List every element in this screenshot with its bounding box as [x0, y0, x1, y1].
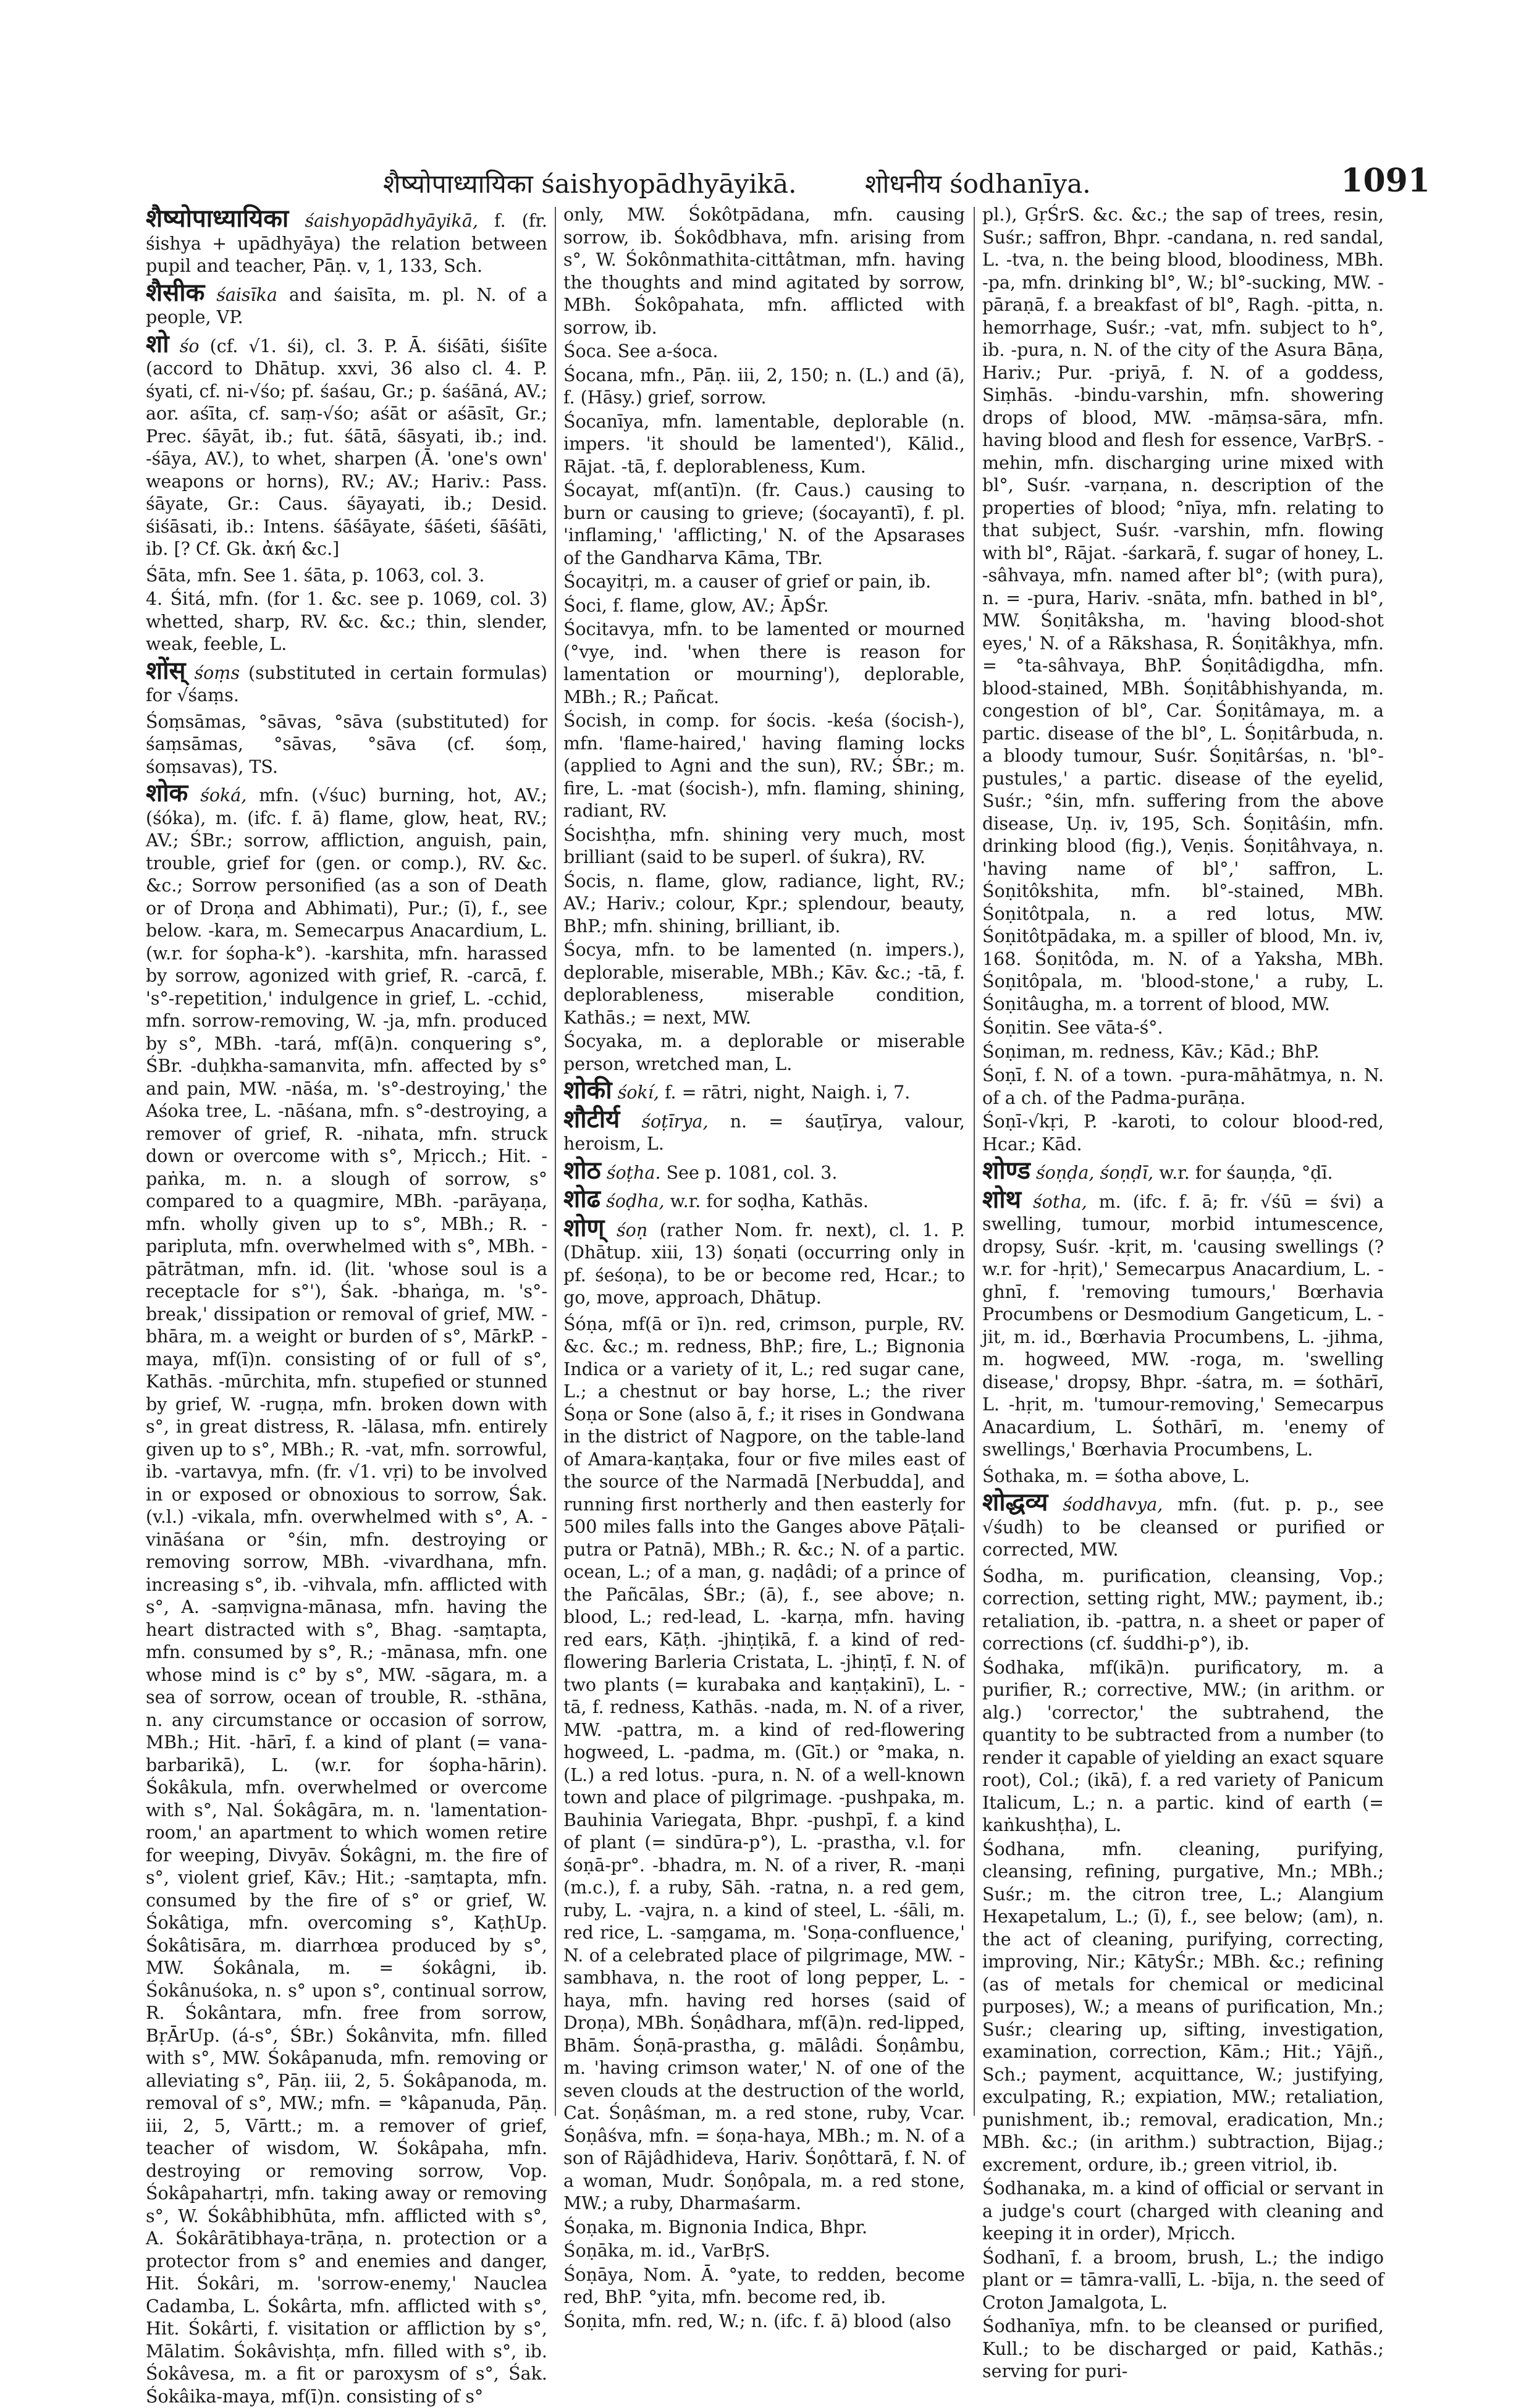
dictionary-entry — [982, 1838, 1384, 2177]
entry-definition: Śoca. See a-śoca. — [563, 341, 718, 361]
devanagari-headword: शोण्ड — [982, 1156, 1030, 1185]
dictionary-entry — [563, 1104, 965, 1156]
devanagari-headword: शैसीक — [146, 277, 205, 307]
devanagari-headword: शोढ — [563, 1184, 601, 1213]
transliterated-headword: śokí, — [617, 1082, 659, 1103]
dictionary-entry — [563, 870, 965, 938]
transliterated-headword: śoká, — [200, 785, 247, 806]
devanagari-headword: शो — [146, 329, 169, 358]
entry-definition: Śocanīya, mfn. lamentable, deplorable (n. impers. 'it should be lamented'), Kālid., Rājat. -tā, f. deplorableness, Kum. — [563, 411, 965, 477]
dictionary-entry — [982, 204, 1384, 1016]
entry-definition: f. = rātri, night, Naigh. i, 7. — [665, 1082, 911, 1103]
entry-definition: Śoṇaka, m. Bignonia Indica, Bhpr. — [563, 2216, 868, 2238]
entry-definition: m. (ifc. f. ā; fr. √śū = śvi) a swelling, tumour, morbid intumescence, dropsy, Suśr. -kṛit, m. 'causing swellings (? w.r. for -hṛit),' Semecarpus Anacardium, L. -ghnī, f. 'removing tumours,' Bœrhavia Procumbens or Desmodium Gangeticum, L. -jit, m. id., Bœrhavia Procumbens, L. -jihma, m. hogweed, MW. -roga, m. 'swelling disease,' dropsy, Bhpr. -śatra, m. = śothārī, L. -hṛit, m. 'tumour-removing,' Semecarpus Anacardium, L. Śothārī, m. 'enemy of swellings,' Bœrhavia Procumbens, L. — [982, 1191, 1384, 1460]
transliterated-headword: śotha, — [1033, 1191, 1087, 1212]
dictionary-entry — [563, 2264, 965, 2309]
page-number: 1091 — [1341, 162, 1430, 200]
entry-definition: Śoci, f. flame, glow, AV.; ĀpŚr. — [563, 595, 829, 616]
dictionary-entry — [563, 1184, 965, 1213]
entry-definition: Śocana, mfn., Pāṇ. iii, 2, 150; n. (L.) and (ā), f. (Hāsy.) grief, sorrow. — [563, 364, 965, 408]
entry-definition: only, MW. Śokôtpādana, mfn. causing sorrow, ib. Śokôdbhava, mfn. arising from s°, W. Śokônmathita-cittâtman, mfn. having the thoughts and mind agitated by sorrow, MBh. Śokôpahata, mfn. afflicted with sorrow, ib. — [563, 204, 965, 338]
dictionary-entry — [146, 655, 547, 707]
column-1 — [146, 204, 548, 2407]
dictionary-entry — [982, 1488, 1384, 1562]
dictionary-entry — [563, 411, 965, 479]
transliterated-headword: śoddhavya, — [1063, 1494, 1163, 1515]
entry-definition: Śoṃsāmas, °sāvas, °sāva (substituted) for śaṃsāmas, °sāvas, °sāva (cf. śoṃ, śoṃsavas), TS. — [146, 711, 547, 777]
entry-definition: Śoṇitin. See vāta-ś°. — [982, 1017, 1163, 1038]
column-rule — [974, 207, 975, 2116]
entry-definition: Śāta, mfn. See 1. śāta, p. 1063, col. 3. — [146, 565, 485, 586]
devanagari-headword: शोंस् — [146, 655, 186, 685]
entry-definition: Śocishṭha, mfn. shining very much, most brilliant (said to be superl. of śukra), RV. — [563, 824, 965, 867]
dictionary-entry — [982, 1041, 1384, 1064]
devanagari-headword: शोक — [146, 778, 188, 807]
entry-definition: Śodhanī, f. a broom, brush, L.; the indigo plant or = tāmra-vallī, L. -bīja, n. the seed of Croton Jamalgota, L. — [982, 2247, 1384, 2313]
dictionary-entry — [563, 710, 965, 823]
dictionary-entry — [563, 340, 965, 363]
entry-definition: (substituted in certain formulas) for √śaṃs. — [146, 662, 547, 705]
entry-definition: (rather Nom. fr. next), cl. 1. P. (Dhātup. xiii, 13) śoṇati (occurring only in pf. śeśoṇa), to be or become red, Hcar.; to go, move, approach, Dhātup. — [563, 1219, 965, 1308]
entry-definition: Śoṇī, f. N. of a town. -pura-māhātmya, n. N. of a ch. of the Padma-purāṇa. — [982, 1065, 1384, 1108]
entry-definition: Śocish, in comp. for śocis. -keśa (śocish-), mfn. 'flame-haired,' having flaming locks (applied to Agni and the sun), RV.; ŚBr.; m. fire, L. -mat (śocish-), mfn. flaming, shining, radiant, RV. — [563, 710, 965, 821]
transliterated-headword: śoṭīrya, — [641, 1111, 709, 1132]
entry-definition: Śodhana, mfn. cleaning, purifying, cleansing, refining, purgative, Mn.; MBh.; Suśr.; m. the citron tree, L.; Alangium Hexapetalum, L.; (ī), f., see below; (am), n. the act of cleaning, purifying, correcting, improving, Nir.; KātyŚr.; MBh. &c.; refining (as of metals for chemical or medicinal purposes), W.; a means of purification, Mn.; Suśr.; clearing up, sifting, investigation, examination, correction, Kām.; Hit.; Yājñ., Sch.; payment, acquittance, W.; justifying, exculpating, R.; expiation, MW.; retaliation, punishment, ib.; removal, eradication, Mn.; MBh. &c.; (in arithm.) subtraction, Bijag.; excrement, ordure, ib.; green vitriol, ib. — [982, 1838, 1384, 2175]
dictionary-entry — [563, 2240, 965, 2263]
entry-definition: mfn. (√śuc) burning, hot, AV.; (śóka), m. (ifc. f. ā) flame, glow, heat, RV.; AV.; ŚBr.; sorrow, affliction, anguish, pain, trouble, grief for (gen. or comp.), RV. &c. &c.; Sorrow personified (as a son of Death or of Droṇa and Abhimati), Pur.; (ī), f., see below. -kara, m. Semecarpus Anacardium, L. (w.r. for śopha-k°). -karshita, mfn. harassed by sorrow, agonized with grief, R. -carcā, f. 's°-repetition,' indulgence in grief, L. -cchid, mfn. sorrow-removing, W. -ja, mfn. produced by s°, MBh. -tará, mf(ā)n. conquering s°, ŚBr. -duḥkha-samanvita, mfn. affected by s° and pain, MW. -nāśa, m. 's°-destroying,' the Aśoka tree, L. -nāśana, mfn. s°-destroying, a remover of grief, R. -nihata, mfn. struck down or overcome with s°, Mṛicch.; Hit. -paṅka, m. n. a slough of sorrow, s° compared to a quagmire, MBh. -parāyaṇa, mfn. wholly given up to s°, MBh.; R. -paripluta, mfn. overwhelmed with s°, MBh. -pātrātman, mfn. id. (lit. 'whose soul is a receptacle for s°'), Śak. -bhaṅga, m. 's°-break,' dissipation or removal of grief, MW. -bhāra, m. a weight or burden of s°, MārkP. -maya, mf(ī)n. consisting of or full of s°, Kathās. -mūrchita, mfn. stupefied or stunned by grief, W. -rugṇa, mfn. broken down with s°, in great distress, R. -lālasa, mfn. entirely given up to s°, MBh.; R. -vat, mfn. sorrowful, ib. -vartavya, mfn. (fr. √1. vṛi) to be involved in or exposed or obnoxious to sorrow, Śak. (v.l.) -vikala, mfn. overwhelmed with s°, A. -vināśana or °śin, mfn. destroying or removing sorrow, MBh. -vivardhana, mfn. increasing s°, ib. -vihvala, mfn. afflicted with s°, A. -saṃvigna-mānasa, mfn. having the heart distracted with s°, Bhag. -saṃtapta, mfn. consumed by s°, R.; -mānasa, mfn. one whose mind is c° by s°, MW. -sāgara, m. a sea of sorrow, ocean of trouble, R. -sthāna, n. any circumstance or occasion of sorrow, MBh.; Hit. -hārī, f. a kind of plant (= vana-barbarikā), L. (w.r. for śopha-hārin). Śokâkula, mfn. overwhelmed or overcome with s°, Nal. Śokâgāra, m. n. 'lamentation-room,' an apartment to which women retire for weeping, Divyāv. Śokâgni, m. the fire of s°, violent grief, Kāv.; Hit.; -saṃtapta, mfn. consumed by the fire of s° or grief, W. Śokâtiga, mfn. overcoming s°, KaṭhUp. Śokâtisāra, m. diarrhœa produced by s°, MW. Śokânala, m. = śokâgni, ib. Śokânuśoka, n. s° upon s°, continual sorrow, R. Śokântara, mfn. free from sorrow, BṛĀrUp. (á-s°, ŚBr.) Śokânvita, mfn. filled with s°, MW. Śokâpanuda, mfn. removing or alleviating s°, Pāṇ. iii, 2, 5. Śokâpanoda, m. removal of s°, MW.; mfn. = °kâpanuda, Pāṇ. iii, 2, 5, Vārtt.; m. a remover of grief, teacher of wisdom, W. Śokâpaha, mfn. destroying or removing sorrow, Vop. Śokâpahartṛi, mfn. taking away or removing s°, W. Śokâbhibhūta, mfn. afflicted with s°, A. Śokârātibhaya-trāṇa, n. protection or a protector from s° and enemies and danger, Hit. Śokâri, m. 'sorrow-enemy,' Nauclea Cadamba, L. Śokârta, mfn. afflicted with s°, Hit. Śokârti, f. visitation or affliction by s°, Mālatim. Śokâvishṭa, mfn. filled with s°, ib. Śokâvesa, m. a fit or paroxysm of s°, Śak. Śokâika-maya, mf(ī)n. consisting of s° — [146, 785, 548, 2407]
transliterated-headword: śoṇḍa, śoṇḍī, — [1036, 1163, 1154, 1183]
dictionary-entry — [146, 277, 547, 329]
dictionary-entry — [563, 939, 965, 1029]
dictionary-entry — [563, 1030, 965, 1076]
entry-definition: mfn. (fut. p. p., see √śudh) to be cleansed or purified or corrected, MW. — [982, 1494, 1384, 1560]
devanagari-headword: शोकी — [563, 1076, 612, 1105]
entry-definition: Śoṇāka, m. id., VarBṛS. — [563, 2241, 770, 2261]
dictionary-entry — [146, 565, 547, 587]
dictionary-entry — [563, 824, 965, 869]
dictionary-entry — [982, 2247, 1384, 2315]
header-right-headword: शोधनीय śodhanīya. — [865, 169, 1091, 199]
entry-definition: Śodhaka, mf(ikā)n. purificatory, m. a purifier, R.; corrective, MW.; (in arithm. or alg.) 'corrector,' the subtrahend, the quantity to be subtracted from a number (to render it capable of yielding an exact square root), Col.; (ikā), f. a red variety of Panicum Italicum, L.; n. a partic. kind of earth (= kaṅkushṭha), L. — [982, 1657, 1384, 1835]
dictionary-entry — [563, 2216, 965, 2239]
entry-definition: Śoṇī-√kṛi, P. -karoti, to colour blood-red, Hcar.; Kād. — [982, 1111, 1384, 1155]
entry-definition: Śoṇiman, m. redness, Kāv.; Kād.; BhP. — [982, 1041, 1320, 1062]
dictionary-entry — [563, 364, 965, 410]
entry-definition: Śocayat, mf(antī)n. (fr. Caus.) causing to burn or causing to grieve; (śocayantī), f. pl. 'inflaming,' 'afflicting,' N. of the Apsarases of the Gandharva Kāma, TBr. — [563, 480, 965, 568]
entry-definition: w.r. for śauṇḍa, °ḍī. — [1159, 1163, 1333, 1183]
dictionary-entry — [982, 1657, 1384, 1837]
entry-definition: w.r. for soḍha, Kathās. — [670, 1191, 869, 1211]
devanagari-headword: शोद्धव्य — [982, 1488, 1048, 1517]
transliterated-headword: śoṃs — [194, 662, 240, 683]
transliterated-headword: śoḍha, — [606, 1191, 665, 1211]
dictionary-entry — [982, 1465, 1384, 1488]
transliterated-headword: śoṭha. — [606, 1162, 661, 1183]
header-left-headword: शैष्योपाध्यायिका śaishyopādhyāyikā. — [383, 169, 797, 199]
transliterated-headword: śo — [179, 335, 200, 356]
entry-definition: (cf. √1. śi), cl. 3. P. Ā. śiśāti, śiśīte (accord to Dhātup. xxvi, 36 also cl. 4. P. śyati, cf. ni-√śo; pf. śaśau, Gr.; p. śaśāná, AV.; aor. aśīta, cf. saṃ-√śo; aśāt or aśāsīt, Gr.; Prec. śāyāt, ib.; fut. śātā, śāsyati, ib.; ind. -śāya, AV.), to whet, sharpen (Ā. 'one's own' weapons or horns), RV.; AV.; Hariv.: Pass. śāyate, Gr.: Caus. śāyayati, ib.; Desid. śiśāsati, ib.: Intens. śāśāyate, śāśeti, śāśāti, ib. [? Cf. Gk. ἀκή &c.] — [146, 335, 548, 559]
devanagari-headword: शैष्योपाध्यायिका — [146, 204, 289, 233]
devanagari-headword: शोथ — [982, 1184, 1022, 1214]
entry-definition: Śodha, m. purification, cleansing, Vop.; correction, setting right, MW.; payment, ib.; retaliation, ib. -pattra, n. a sheet or paper of corrections (cf. śuddhi-p°), ib. — [982, 1565, 1384, 1654]
entry-definition: 4. Śitá, mfn. (for 1. &c. see p. 1069, col. 3) whetted, sharp, RV. &c. &c.; thin, slender, weak, feeble, L. — [146, 589, 547, 654]
dictionary-entry — [982, 1184, 1384, 1462]
dictionary-entry — [146, 778, 548, 2408]
transliterated-headword: śaishyopādhyāyikā, — [305, 211, 478, 231]
dictionary-entry — [146, 711, 547, 779]
entry-definition: n. = śauṭīrya, valour, heroism, L. — [563, 1111, 965, 1154]
dictionary-entry — [982, 2178, 1384, 2246]
entry-definition: Śocitavya, mfn. to be lamented or mourned (°vye, ind. 'when there is reason for lamentation or mourning'), deplorable, MBh.; R.; Pañcat. — [563, 619, 965, 707]
transliterated-headword: śoṇ — [617, 1219, 648, 1240]
entry-definition: See p. 1081, col. 3. — [666, 1162, 838, 1183]
dictionary-entry — [563, 1076, 965, 1105]
dictionary-entry — [563, 2310, 965, 2333]
dictionary-entry — [982, 1017, 1384, 1040]
dictionary-entry — [563, 204, 965, 339]
transliterated-headword: śaisīka — [216, 284, 277, 305]
devanagari-headword: शोठ — [563, 1155, 601, 1185]
dictionary-entry — [563, 618, 965, 709]
dictionary-entry — [563, 1155, 965, 1185]
entry-definition: Śocyaka, m. a deplorable or miserable person, wretched man, L. — [563, 1031, 965, 1074]
devanagari-headword: शौटीर्य — [563, 1104, 620, 1134]
entry-definition: Śoṇita, mfn. red, W.; n. (ifc. f. ā) blood (also — [563, 2310, 951, 2331]
dictionary-entry — [146, 588, 547, 656]
dictionary-entry — [982, 1565, 1384, 1656]
column-2 — [563, 204, 965, 2331]
dictionary-entry — [563, 595, 965, 618]
dictionary-entry — [146, 329, 548, 561]
dictionary-entry — [563, 571, 965, 594]
entry-definition: Śocis, n. flame, glow, radiance, light, RV.; AV.; Hariv.; colour, Kpr.; splendour, beauty, BhP.; mfn. shining, brilliant, ib. — [563, 870, 965, 937]
entry-definition: Śothaka, m. = śotha above, L. — [982, 1465, 1250, 1486]
entry-definition: Śoṇāya, Nom. Ā. °yate, to redden, become red, BhP. °yita, mfn. become red, ib. — [563, 2264, 965, 2307]
entry-definition: f. (fr. śishya + upādhyāya) the relation between pupil and teacher, Pāṇ. v, 1, 133, Sch. — [146, 211, 547, 276]
entry-definition: Śocayitṛi, m. a causer of grief or pain, ib. — [563, 571, 932, 592]
dictionary-entry — [563, 479, 965, 570]
devanagari-headword: शोण् — [563, 1213, 605, 1242]
entry-definition: pl.), GṛŚrS. &c. &c.; the sap of trees, resin, Suśr.; saffron, Bhpr. -candana, n. red sandal, L. -tva, n. the being blood, bloodiness, MBh. -pa, mfn. drinking bl°, W.; bl°-sucking, MW. -pāraṇā, f. a breakfast of bl°, Ragh. -pitta, n. hemorrhage, Suśr.; -vat, mfn. subject to h°, ib. -pura, n. N. of the city of the Asura Bāṇa, Hariv.; Pur. -priyā, f. N. of a goddess, Siṃhās. -bindu-varshin, mfn. showering drops of blood, MW. -māṃsa-sāra, mfn. having blood and flesh for essence, VarBṛS. -mehin, mfn. discharging urine mixed with bl°, Suśr. -varṇana, n. description of the properties of blood; °nīya, mfn. relating to that subject, Suśr. -varshin, mfn. flowing with bl°, Rājat. -śarkarā, f. sugar of honey, L. -sâhvaya, mfn. named after bl°; (with pura), n. = -pura, Hariv. -snāta, mfn. bathed in bl°, MW. Śoṇitâksha, m. 'having blood-shot eyes,' N. of a Rākshasa, R. Śoṇitâkhya, mfn. = °ta-sâhvaya, BhP. Śoṇitâdigdha, mfn. blood-stained, MBh. Śoṇitâbhishyanda, m. congestion of bl°, Car. Śoṇitâmaya, m. a partic. disease of the bl°, L. Śoṇitârbuda, n. a bloody tumour, Suśr. Śoṇitârśas, n. 'bl°-pustules,' a partic. disease of the eyelid, Suśr.; °śin, mfn. suffering from the above disease, Uṇ. iv, 195, Sch. Śoṇitâśin, mfn. drinking blood (fig.), Veṇis. Śoṇitâhvaya, n. 'having name of bl°,' saffron, L. Śoṇitôkshita, mfn. bl°-stained, MBh. Śoṇitôtpala, n. a red lotus, MW. Śoṇitôtpādaka, m. a spiller of blood, Mn. iv, 168. Śoṇitôda, m. N. of a Yaksha, MBh. Śoṇitôpala, m. 'blood-stone,' a ruby, L. Śoṇitâugha, m. a torrent of blood, MW. — [982, 204, 1384, 1014]
entry-definition: and śaisīta, m. pl. N. of a people, VP. — [146, 284, 547, 327]
column-3 — [982, 204, 1384, 2381]
dictionary-entry — [982, 2315, 1384, 2383]
entry-definition: Śodhanaka, m. a kind of official or servant in a judge's court (charged with cleaning and keeping it in order), Mṛicch. — [982, 2178, 1384, 2244]
entry-definition: Śocya, mfn. to be lamented (n. impers.), deplorable, miserable, MBh.; Kāv. &c.; -tā, f. deplorableness, miserable condition, Kathās.; = next, MW. — [563, 940, 965, 1028]
dictionary-entry — [146, 204, 547, 278]
dictionary-entry — [563, 1213, 965, 1310]
entry-definition: Śodhanīya, mfn. to be cleansed or purified, Kull.; to be discharged or paid, Kathās.; serving for puri- — [982, 2316, 1384, 2381]
dictionary-entry — [982, 1111, 1384, 1156]
entry-definition: Śóṇa, mf(ā or ī)n. red, crimson, purple, RV. &c. &c.; m. redness, BhP.; fire, L.; Bignonia Indica or a variety of it, L.; red sugar cane, L.; a chestnut or bay horse, L.; the river Śoṇa or Sone (also ā, f.; it rises in Gondwana in the district of Nagpore, on the table-land of Amara-kaṇṭaka, four or five miles east of the source of the Narmadā [Nerbudda], and running first northerly and then easterly for 500 miles falls into the Ganges above Pāṭali-putra or Patnā), MBh.; R. &c.; N. of a partic. ocean, L.; of a man, g. naḍâdi; of a prince of the Pañcālas, ŚBr.; (ā), f., see above; n. blood, L.; red-lead, L. -karṇa, mfn. having red ears, Kāṭh. -jhiṇṭikā, f. a kind of red-flowering Barleria Cristata, L. -jhiṇṭī, f. N. of two plants (= kurabaka and kaṇṭakinī), L. -tā, f. redness, Kathās. -nada, m. N. of a river, MW. -pattra, m. a kind of red-flowering hogweed, L. -padma, m. (Gīt.) or °maka, n. (L.) a red lotus. -pura, n. N. of a well-known town and place of pilgrimage. -pushpaka, m. Bauhinia Variegata, Bhpr. -pushpī, f. a kind of plant (= sindūra-p°), L. -prastha, v.l. for śoṇā-pr°. -bhadra, m. N. of a river, R. -maṇi (m.c.), f. a ruby, Sāh. -ratna, n. a red gem, ruby, L. -vajra, n. a kind of steel, L. -śāli, m. red rice, L. -saṃgama, m. 'Soṇa-confluence,' N. of a celebrated place of pilgrimage, MW. -sambhava, n. the root of long pepper, L. -haya, mfn. having red horses (said of Droṇa), MBh. Śoṇâdhara, mf(ā)n. red-lipped, Bhām. Śoṇā-prastha, g. mālâdi. Śoṇâmbu, m. 'having crimson water,' N. of one of the seven clouds at the destruction of the world, Cat. Śoṇâśman, m. a red stone, ruby, Vcar. Śoṇâśva, mfn. = śoṇa-haya, MBh.; m. N. of a son of Rājâdhideva, Hariv. Śoṇôttarā, f. N. of a woman, Mudr. Śoṇôpala, m. a red stone, MW.; a ruby, Dharmaśarm. — [563, 1313, 965, 2213]
dictionary-entry — [982, 1156, 1384, 1185]
dictionary-entry — [563, 1313, 965, 2215]
dictionary-entry — [982, 1064, 1384, 1109]
column-rule — [555, 207, 556, 2116]
